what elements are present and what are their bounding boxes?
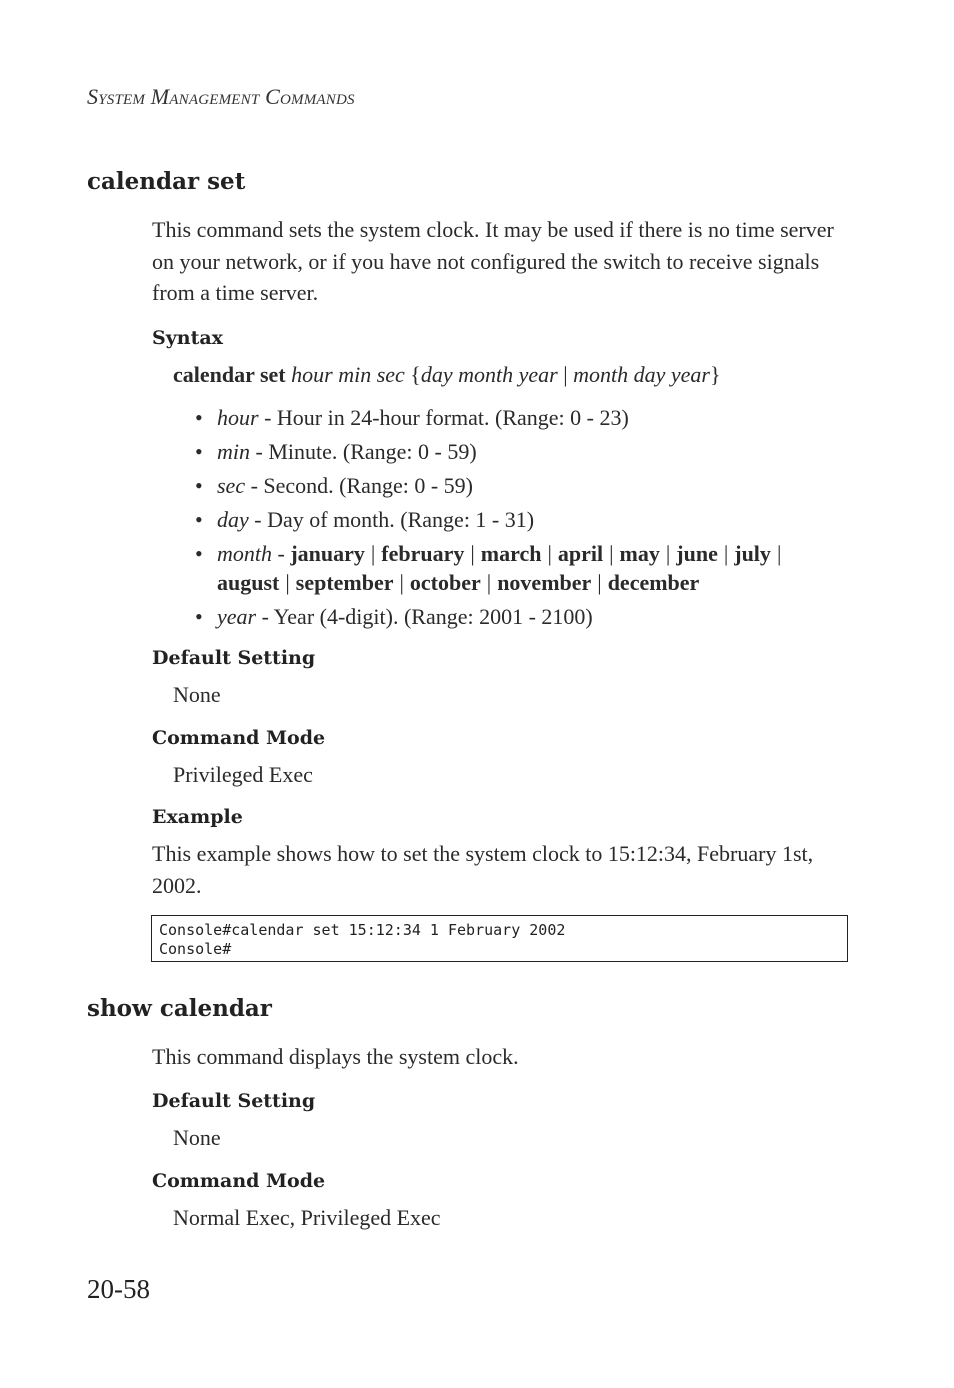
syntax-command: calendar set [173,362,286,387]
param-desc: - [272,541,291,566]
month-value: february [381,541,465,566]
param-desc: - Day of month. (Range: 1 - 31) [248,507,535,532]
param-month: • month - january | february | march | april | may | june | july | august | september | october | november | december [195,541,782,595]
command-mode-value-2: Normal Exec, Privileged Exec [173,1205,441,1230]
syntax-alt2: month day year [573,362,710,387]
command-mode-value: Privileged Exec [173,762,313,787]
syntax-open-brace: { [410,362,421,387]
default-setting-value: None [173,682,221,707]
default-setting-heading: Default Setting [152,647,316,669]
default-setting-heading-2: Default Setting [152,1090,316,1112]
syntax-line [173,362,721,388]
syntax-args: hour min sec [291,362,405,387]
example-code-block [151,915,848,962]
syntax-heading: Syntax [152,327,223,349]
bullet-icon: • [195,473,203,498]
running-head: System Management Commands [87,84,355,109]
param-day [195,505,855,534]
code-line: Console#calendar set 15:12:34 1 February 2002 [159,921,566,939]
month-value: december [607,570,700,595]
command-mode-heading-2: Command Mode [152,1170,326,1192]
calendar-set-description: This command sets the system clock. It may be used if there is no time server on your network, or if you have not configured the switch to receive signals from a time server. [152,217,834,305]
syntax-pipe: | [563,362,568,387]
param-name: month [217,541,272,566]
param-desc: - Second. (Range: 0 - 59) [245,473,473,498]
parameter-list [195,403,855,631]
param-min [195,437,855,466]
section-title-show-calendar: show calendar [87,995,272,1022]
param-hour [195,403,855,432]
show-calendar-description: This command displays the system clock. [152,1044,519,1069]
default-setting-value-2: None [173,1125,221,1150]
bullet-icon: • [195,405,203,430]
command-mode-heading: Command Mode [152,727,326,749]
month-value: november [497,570,592,595]
month-value: october [409,570,481,595]
example-heading: Example [152,806,243,828]
param-name: year [217,604,257,629]
param-name: hour [217,405,259,430]
section-title-calendar-set: calendar set [87,168,246,195]
param-name: min [217,439,250,464]
param-desc: - Year (4-digit). (Range: 2001 - 2100) [256,604,593,629]
bullet-icon: • [195,439,203,464]
month-value: april [557,541,604,566]
page-number: 20-58 [87,1274,150,1304]
bullet-icon: • [195,507,203,532]
example-description: This example shows how to set the system clock to 15:12:34, February 1st, 2002. [152,841,814,898]
param-year [195,602,855,631]
month-value: july [734,541,771,566]
month-value: january [290,541,365,566]
bullet-icon: • [195,541,203,566]
month-value: march [480,541,542,566]
param-name: sec [217,473,246,498]
month-value: may [619,541,660,566]
param-desc: - Hour in 24-hour format. (Range: 0 - 23) [258,405,629,430]
bullet-icon: • [195,604,203,629]
month-value: august [217,570,280,595]
param-name: day [217,507,249,532]
param-sec [195,471,855,500]
syntax-alt1: day month year [420,362,558,387]
code-line: Console# [159,940,232,958]
month-value: june [676,541,718,566]
month-value: september [295,570,394,595]
syntax-close-brace: } [709,362,721,387]
param-desc: - Minute. (Range: 0 - 59) [250,439,477,464]
